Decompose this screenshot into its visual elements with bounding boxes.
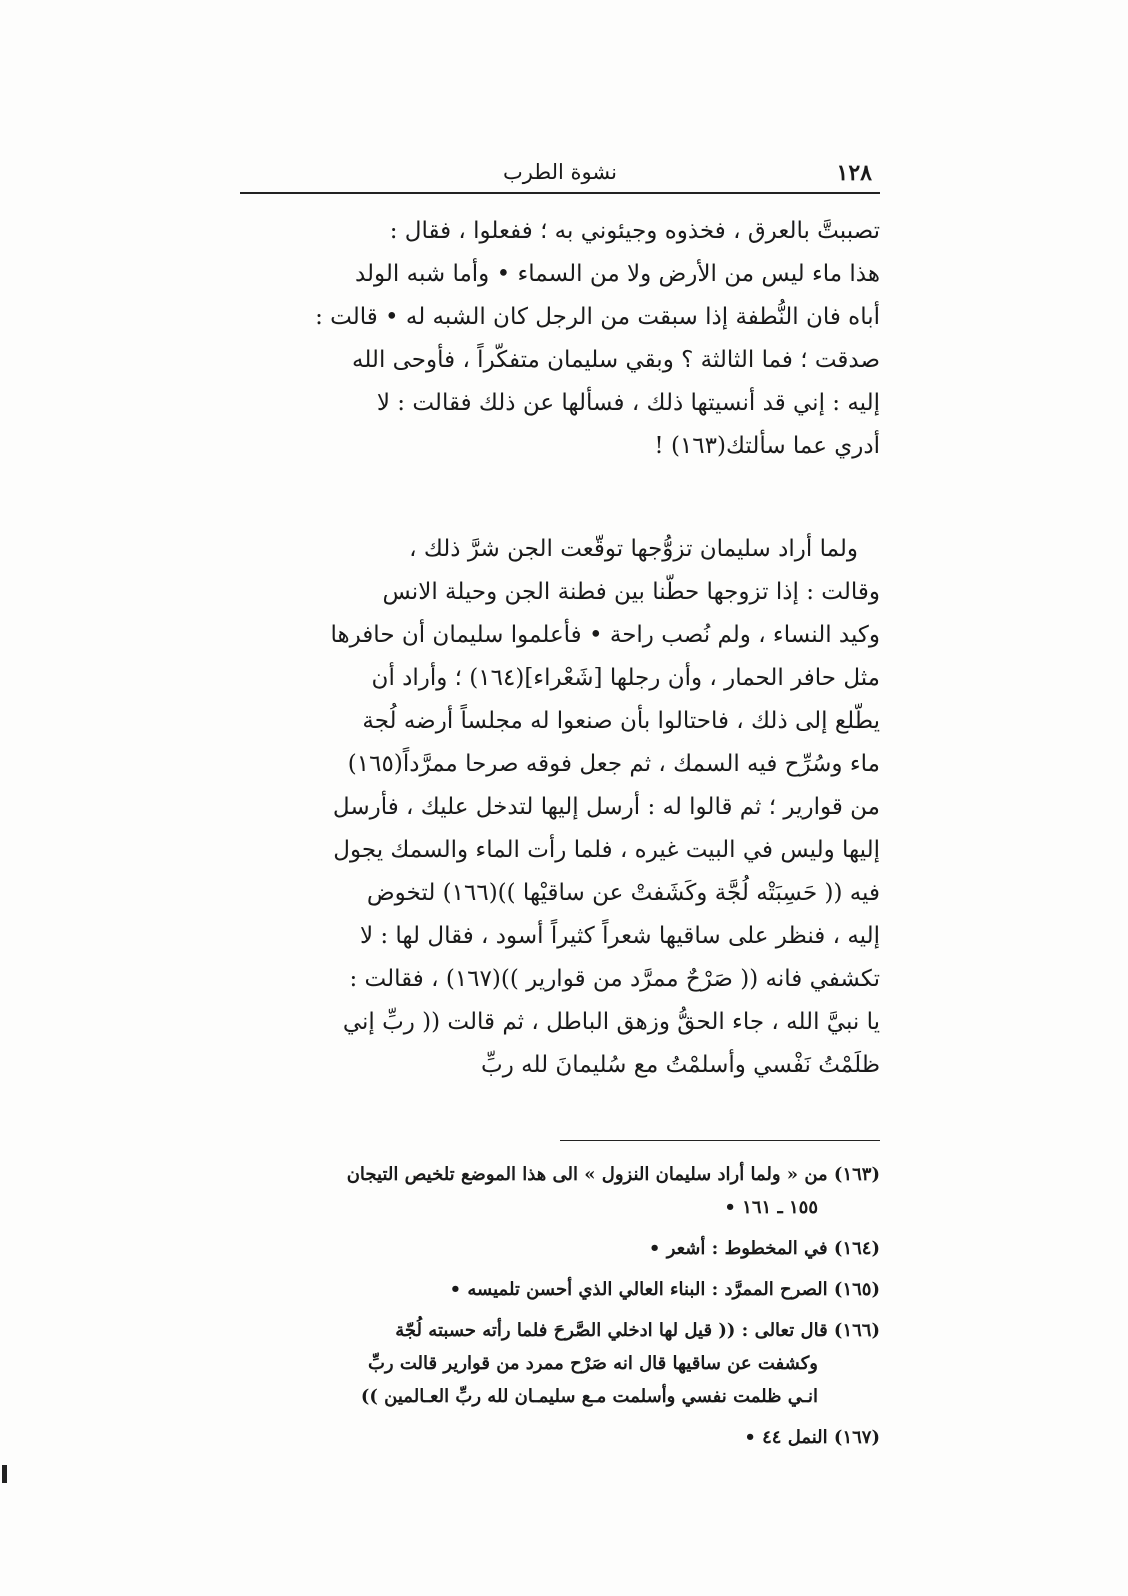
text-line: يطّلع إلى ذلك ، فاحتالوا بأن صنعوا له مجلساً أرضه لُجة (362, 708, 880, 734)
text-line: تكشفي فانه (( صَرْحٌ ممرَّد من قوارير ))(١٦٧) ، فقالت : (349, 966, 880, 992)
footnote-line: ١٥٥ ـ ١٦١ • (724, 1197, 818, 1218)
text-line: وقالت : إذا تزوجها حطّنا بين فطنة الجن وحيلة الانس (382, 579, 880, 605)
running-header (240, 158, 880, 194)
footnote-167 (240, 1421, 880, 1454)
footnotes (240, 1158, 880, 1462)
footnote-163 (240, 1158, 880, 1224)
text-line: ظلَمْتُ نَفْسي وأسلمْتُ مع سُليمانَ لله ربِّ (481, 1052, 880, 1078)
paragraph-2 (240, 528, 880, 1087)
text-line: من قوارير ؛ ثم قالوا له : أرسل إليها لتدخل عليك ، فأرسل (332, 794, 880, 820)
page-number: ١٢٨ (836, 160, 872, 186)
scan-edge-mark (2, 1465, 7, 1483)
text-line: إليه : إني قد أنسيتها ذلك ، فسألها عن ذلك فقالت : لا (376, 390, 880, 416)
text-line: ولما أراد سليمان تزوُّجها توقّعت الجن شرَّ ذلك ، (409, 536, 858, 562)
text-line: ماء وسُرِّح فيه السمك ، ثم جعل فوقه صرحا ممرَّداً(١٦٥) (347, 751, 880, 777)
footnote-line: (١٦٧) النمل ٤٤ • (744, 1427, 880, 1448)
footnote-line: (١٦٦) قال تعالى : (( قيل لها ادخلي الصَّرحَ فلما رأته حسبته لُجّة (395, 1320, 880, 1341)
paragraph-1 (240, 210, 880, 468)
text-line: فيه (( حَسِبَتْه لُجَّة وكَشَفتْ عن ساقيْها ))(١٦٦) لتخوض (366, 880, 880, 906)
text-line: تصببتَّ بالعرق ، فخذوه وجيئوني به ؛ ففعلوا ، فقال : (389, 218, 880, 244)
text-line: أدري عما سألتك(١٦٣) ! (654, 433, 880, 459)
text-line: إليها وليس في البيت غيره ، فلما رأت الماء والسمك يجول (333, 837, 880, 863)
text-line: هذا ماء ليس من الأرض ولا من السماء • وأما شبه الولد (354, 261, 880, 287)
footnote-165 (240, 1273, 880, 1306)
text-line: مثل حافر الحمار ، وأن رجلها [شَعْراء](١٦٤) ؛ وأراد أن (371, 665, 880, 691)
footnote-line: (١٦٤) في المخطوط : أشعر • (648, 1238, 880, 1259)
running-title: نشوة الطرب (503, 160, 617, 184)
text-line: صدقت ؛ فما الثالثة ؟ وبقي سليمان متفكّراً ، فأوحى الله (351, 347, 880, 373)
footnote-divider (560, 1140, 880, 1141)
footnote-line: (١٦٥) الصرح الممرَّد : البناء العالي الذي أحسن تلميسه • (449, 1279, 880, 1300)
footnote-line: انـي ظلمت نفسي وأسلمت مـع سليمـان لله ربِّ العـالمين )) (360, 1386, 818, 1407)
text-line: يا نبيَّ الله ، جاء الحقُّ وزهق الباطل ، ثم قالت (( ربِّ إني (342, 1009, 880, 1035)
text-line: أباه فان النُّطفة إذا سبقت من الرجل كان الشبه له • قالت : (315, 304, 880, 330)
footnote-166 (240, 1314, 880, 1413)
footnote-164 (240, 1232, 880, 1265)
footnote-line: (١٦٣) من « ولما أراد سليمان النزول » الى هذا الموضع تلخيص التيجان (346, 1164, 880, 1185)
text-line: وكيد النساء ، ولم نُصب راحة • فأعلموا سليمان أن حافرها (330, 622, 880, 648)
text-line: إليه ، فنظر على ساقيها شعراً كثيراً أسود ، فقال لها : لا (359, 923, 880, 949)
footnote-line: وكشفت عن ساقيها قال انه صَرْح ممرد من قوارير قالت ربِّ (367, 1353, 818, 1374)
